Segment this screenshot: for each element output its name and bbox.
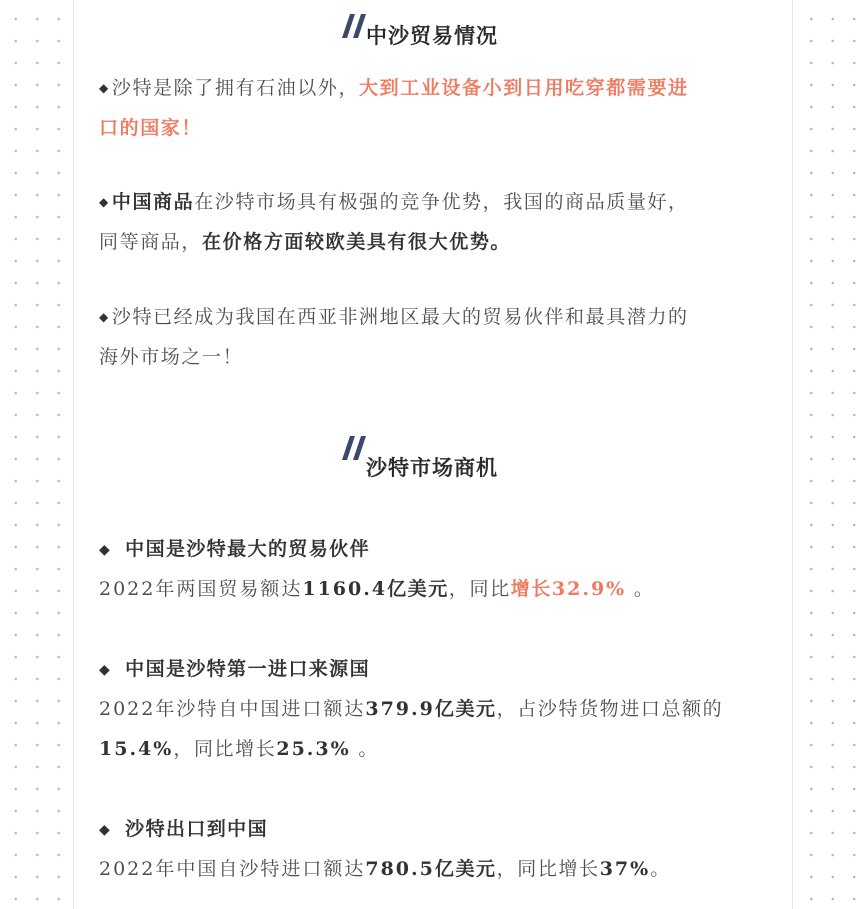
diamond-bullet-icon: ◆ [99,822,112,838]
item-title-text: 中国是沙特最大的贸易伙伴 [125,538,370,560]
text: ，同比增长 [173,738,277,760]
diamond-bullet-icon: ◆ [99,81,110,95]
value: 379.9 [365,698,435,720]
paragraph-china-goods [99,182,769,262]
value: 25.3% [276,738,351,760]
highlight-text: 口的国家！ [99,117,203,139]
text: ，占沙特货物进口总额的 [496,698,724,720]
item-title-import-source [99,649,370,690]
text: 海外市场之一！ [99,346,244,368]
item-text-trade-volume [99,569,769,609]
paragraph-trade-partner [99,297,769,377]
bold-text: 中国商品 [111,191,195,213]
highlight-text: 大到工业设备小到日用吃穿都需要进 [359,77,689,99]
bold-text: 亿美元 [387,578,449,600]
item-title-text: 中国是沙特第一进口来源国 [125,658,370,680]
text: 。 [650,858,671,880]
text: 2022年沙特自中国进口额达 [99,698,366,720]
item-title-saudi-exports [99,809,268,850]
item-text-export-volume [99,849,769,889]
item-text-import-volume [99,689,769,769]
section-heading-opportunities [74,432,792,480]
text: 。 [626,578,655,600]
highlight-value: 32.9% [551,578,627,600]
text: 。 [350,738,379,760]
highlight-text: 增长 [510,578,552,600]
paragraph-saudi-imports [99,68,769,148]
bold-text: 在价格方面较欧美具有很大优势。 [202,231,512,253]
text: 2022年两国贸易额达 [99,578,303,600]
value: 15.4% [99,738,174,760]
diamond-bullet-icon: ◆ [99,542,112,558]
diamond-bullet-icon: ◆ [99,310,110,324]
bold-text: 亿美元 [434,858,497,880]
content-panel [73,0,793,909]
text: 2022年中国自沙特进口额达 [99,858,366,880]
diamond-bullet-icon: ◆ [99,662,112,678]
text: ，同比 [448,578,511,600]
text: 沙特已经成为我国在西亚非洲地区最大的贸易伙伴和最具潜力的 [111,306,689,328]
double-slash-icon [340,432,368,472]
section-title: 沙特市场商机 [366,456,498,480]
text: 在沙特市场具有极强的竞争优势，我国的商品质量好， [194,191,689,213]
value: 37% [599,858,651,880]
text: 沙特是除了拥有石油以外， [111,77,360,99]
bold-text: 亿美元 [434,698,497,720]
value: 780.5 [365,858,435,880]
double-slash-icon [340,10,368,50]
item-title-largest-partner [99,529,370,570]
section-title: 中沙贸易情况 [366,24,498,48]
text: ，同比增长 [496,858,600,880]
value: 1160.4 [302,578,388,600]
diamond-bullet-icon: ◆ [99,195,110,209]
item-title-text: 沙特出口到中国 [125,818,268,840]
section-heading-trade [74,10,792,50]
text: 同等商品， [99,231,203,253]
